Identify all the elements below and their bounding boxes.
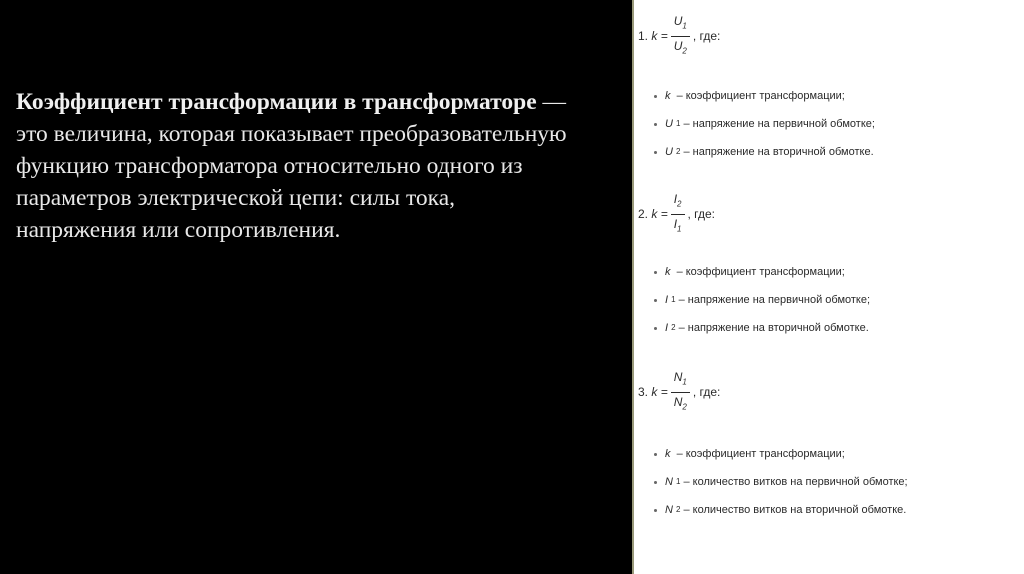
fraction-numerator: $I_2$ [671,190,685,214]
fraction [671,190,685,238]
bullet-icon [654,271,657,274]
formula-1-legend [654,82,875,166]
bullet-icon [654,95,657,98]
definition-body: — это величина, которая показывает преобразовательную функцию трансформатора относительно одного из параметров электрической цепи: силы тока, напряжения или сопротивления. [16,89,567,243]
formula-2-legend [654,258,870,342]
formula-number: 1. [638,29,649,43]
fraction [671,12,690,60]
list-item: U 1 – напряжение на первичной обмотке; [654,110,875,138]
list-item: N 1 – количество витков на первичной обмотке; [654,468,908,496]
list-item: k – коэффициент трансформации; [654,440,908,468]
bullet-icon [654,509,657,512]
fraction-denominator: $N_2$ [673,394,687,411]
bullet-icon [654,453,657,456]
definition-text [16,86,576,246]
list-item: k – коэффициент трансформации; [654,82,875,110]
formula-lhs: k = [651,385,668,399]
formula-2 [638,192,715,236]
fraction [671,368,690,416]
list-item: N 2 – количество витков на вторичной обмотке. [654,496,908,524]
fraction-denominator: $I_1$ [673,216,682,233]
definition-term: Коэффициент трансформации в трансформаторе [16,89,537,115]
formula-number: 3. [638,385,649,399]
formula-panel [634,0,1024,574]
formula-number: 2. [638,207,649,221]
formula-suffix: , где: [692,385,721,399]
formula-3 [638,370,720,414]
formula-suffix: , где: [687,207,716,221]
list-item: k – коэффициент трансформации; [654,258,870,286]
bullet-icon [654,327,657,330]
fraction-denominator: $U_2$ [673,38,687,55]
formula-suffix: , где: [692,29,721,43]
bullet-icon [654,123,657,126]
formula-lhs: k = [651,29,668,43]
bullet-icon [654,299,657,302]
bullet-icon [654,481,657,484]
fraction-numerator: $U_1$ [671,12,690,36]
list-item: U 2 – напряжение на вторичной обмотке. [654,138,875,166]
formula-3-legend [654,440,908,524]
list-item: I 2 – напряжение на вторичной обмотке. [654,314,870,342]
list-item: I 1 – напряжение на первичной обмотке; [654,286,870,314]
bullet-icon [654,151,657,154]
fraction-numerator: $N_1$ [671,368,690,392]
formula-1 [638,14,720,58]
formula-lhs: k = [651,207,668,221]
